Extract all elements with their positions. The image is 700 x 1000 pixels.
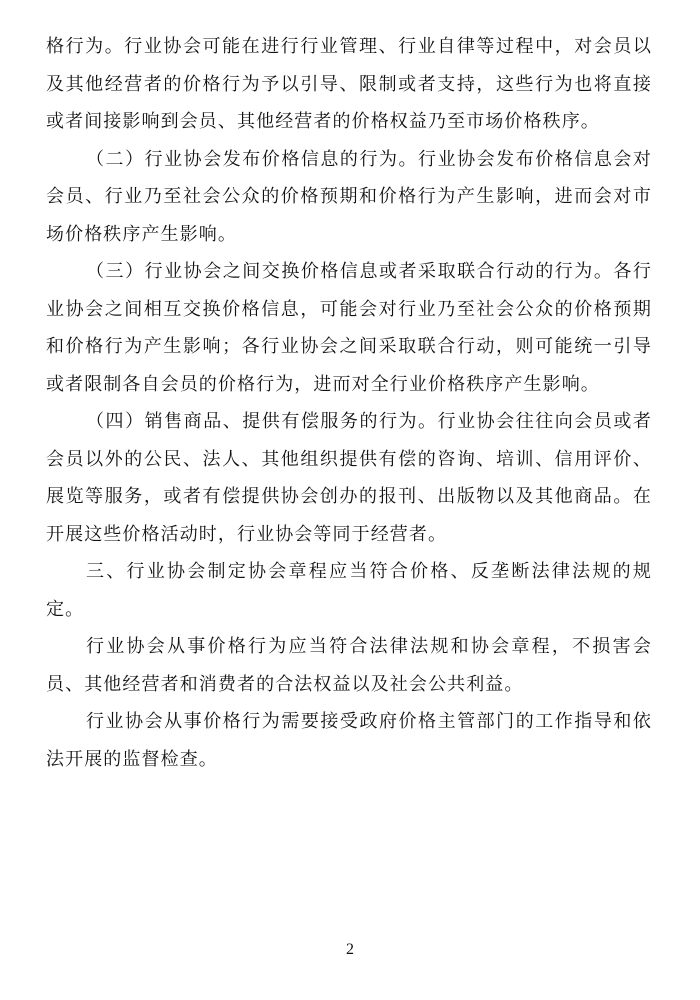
paragraph-item-4: （四）销售商品、提供有偿服务的行为。行业协会往往向会员或者会员以外的公民、法人、其他组织提供有偿的咨询、培训、信用评价、展览等服务，或者有偿提供协会创办的报刊、出版物以及其他商品。在开展这些价格活动时，行业协会等同于经营者。 xyxy=(46,411,652,545)
document-body xyxy=(46,28,652,778)
paragraph-continuation: 格行为。行业协会可能在进行行业管理、行业自律等过程中，对会员以及其他经营者的价格行为予以引导、限制或者支持，这些行为也将直接或者间接影响到会员、其他经营者的价格权益乃至市场价格秩序。 xyxy=(46,36,652,132)
paragraph-item-2: （二）行业协会发布价格信息的行为。行业协会发布价格信息会对会员、行业乃至社会公众的价格预期和价格行为产生影响，进而会对市场价格秩序产生影响。 xyxy=(46,148,652,245)
paragraph-compliance: 行业协会从事价格行为应当符合法律法规和协会章程，不损害会员、其他经营者和消费者的合法权益以及社会公共利益。 xyxy=(46,636,652,695)
paragraph-supervision: 行业协会从事价格行为需要接受政府价格主管部门的工作指导和依法开展的监督检查。 xyxy=(46,711,652,770)
page-number: 2 xyxy=(346,941,354,958)
paragraph-section-3: 三、行业协会制定协会章程应当符合价格、反垄断法律法规的规定。 xyxy=(46,561,652,620)
paragraph-item-3: （三）行业协会之间交换价格信息或者采取联合行动的行为。各行业协会之间相互交换价格信息，可能会对行业乃至社会公众的价格预期和价格行为产生影响；各行业协会之间采取联合行动，则可能统一引导或者限制各自会员的价格行为，进而对全行业价格秩序产生影响。 xyxy=(46,261,652,395)
